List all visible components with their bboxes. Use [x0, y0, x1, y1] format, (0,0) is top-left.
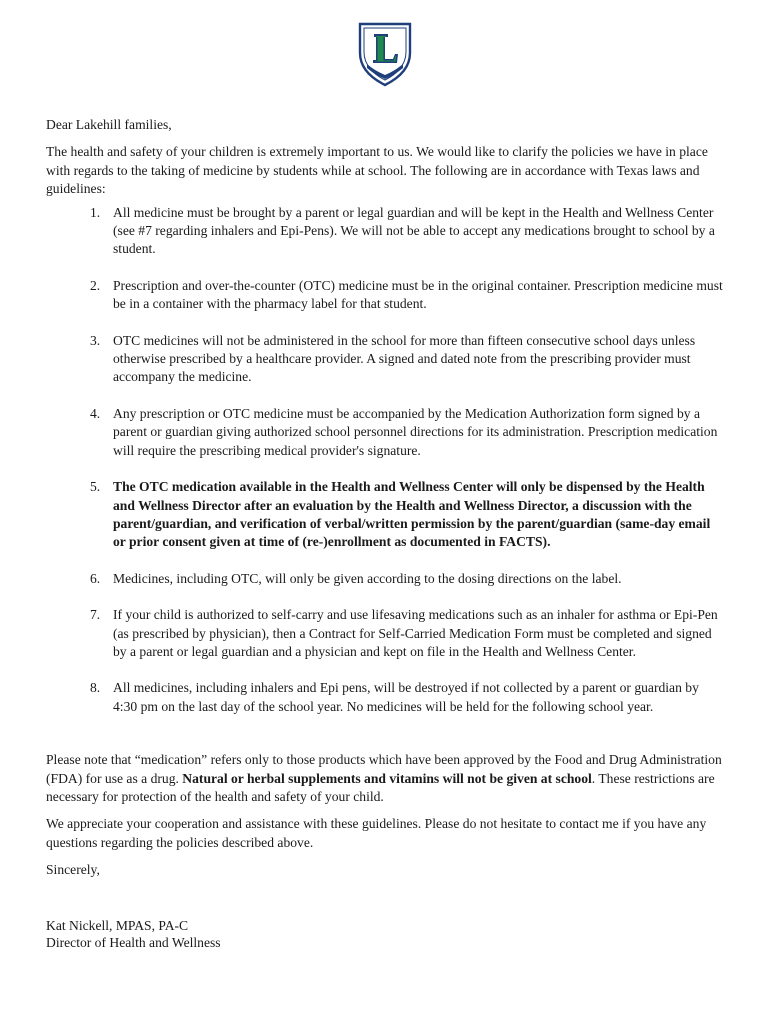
- policy-list: [46, 204, 726, 717]
- list-item-text: OTC medicines will not be administered in the school for more than fifteen consecutive school days unless otherwise prescribed by a healthcare provider. A signed and dated note from the prescribing provider must accompany the medicine.: [113, 332, 696, 385]
- list-item-number: 2.: [90, 277, 101, 293]
- list-item-text: Medicines, including OTC, will only be given according to the dosing directions on the label.: [113, 570, 622, 586]
- list-item-text: The OTC medication available in the Health and Wellness Center will only be dispensed by the Health and Wellness Director after an evaluation by the Health and Wellness Director, a discussion with the parent/guardian, and verification of verbal/written permission by the parent/guardian (same-day email or prior consent given at time of (re-)enrollment as documented in FACTS).: [113, 479, 711, 550]
- list-item-number: 8.: [90, 680, 101, 696]
- list-item-text: Prescription and over-the-counter (OTC) medicine must be in the original container. Prescription medicine must be in a container with the pharmacy label for that student.: [113, 277, 723, 312]
- salutation: Dear Lakehill families,: [46, 117, 172, 132]
- list-item: [46, 405, 726, 460]
- note-text-end: . These restrictions are necessary for protection of the health and safety of your child.: [46, 770, 715, 804]
- lakehill-shield-logo: [357, 21, 413, 87]
- medication-note: [46, 751, 726, 806]
- list-item-text: If your child is authorized to self-carry and use lifesaving medications such as an inhaler for asthma or Epi-Pen (as prescribed by physician), then a Contract for Self-Carried Medication Form must be completed and signed by a parent or legal guardian and a physician and kept on file in the Health and Wellness Center.: [113, 607, 718, 659]
- list-item-text: All medicine must be brought by a parent or legal guardian and will be kept in the Health and Wellness Center (see #7 regarding inhalers and Epi-Pens). We will not be able to accept any medications brought to school by a student.: [113, 204, 715, 257]
- signature-block: [46, 917, 726, 951]
- list-item: [46, 478, 726, 552]
- thanks-paragraph: We appreciate your cooperation and assistance with these guidelines. Please do not hesitate to contact me if you have any questions regarding the policies described above.: [46, 816, 707, 850]
- list-item-number: 3.: [90, 332, 101, 348]
- list-item-number: 4.: [90, 405, 101, 421]
- list-item: [46, 277, 726, 314]
- list-item-number: 5.: [90, 479, 101, 495]
- closing: Sincerely,: [46, 862, 100, 878]
- signer-title: Director of Health and Wellness: [46, 934, 221, 950]
- letter-body: [46, 116, 726, 951]
- note-bold-text: Natural or herbal supplements and vitamins will not be given at school: [182, 770, 592, 786]
- list-item: [46, 570, 726, 588]
- list-item: [46, 606, 726, 661]
- list-item: [46, 332, 726, 387]
- note-text: Please note that “medication” refers only to those products which have been approved by the Food and Drug Administration (FDA) for use as a drug.: [46, 752, 722, 786]
- list-item-text: All medicines, including inhalers and Epi pens, will be destroyed if not collected by a parent or guardian by 4:30 pm on the last day of the school year. No medicines will be held for the following school year.: [113, 680, 699, 714]
- intro-paragraph: The health and safety of your children is extremely important to us. We would like to clarify the policies we have in place with regards to the taking of medicine by students while at school. The following are in accordance with Texas laws and guidelines:: [46, 144, 708, 197]
- list-item-number: 6.: [90, 570, 101, 586]
- list-item: [46, 679, 726, 716]
- list-item-text: Any prescription or OTC medicine must be accompanied by the Medication Authorization form signed by a parent or guardian giving authorized school personnel directions for its administration. Prescription medication will require the prescribing medical provider's signature.: [113, 405, 718, 458]
- list-item-number: 7.: [90, 607, 101, 623]
- signer-name: Kat Nickell, MPAS, PA-C: [46, 917, 189, 933]
- list-item: [46, 204, 726, 259]
- list-item-number: 1.: [90, 204, 101, 220]
